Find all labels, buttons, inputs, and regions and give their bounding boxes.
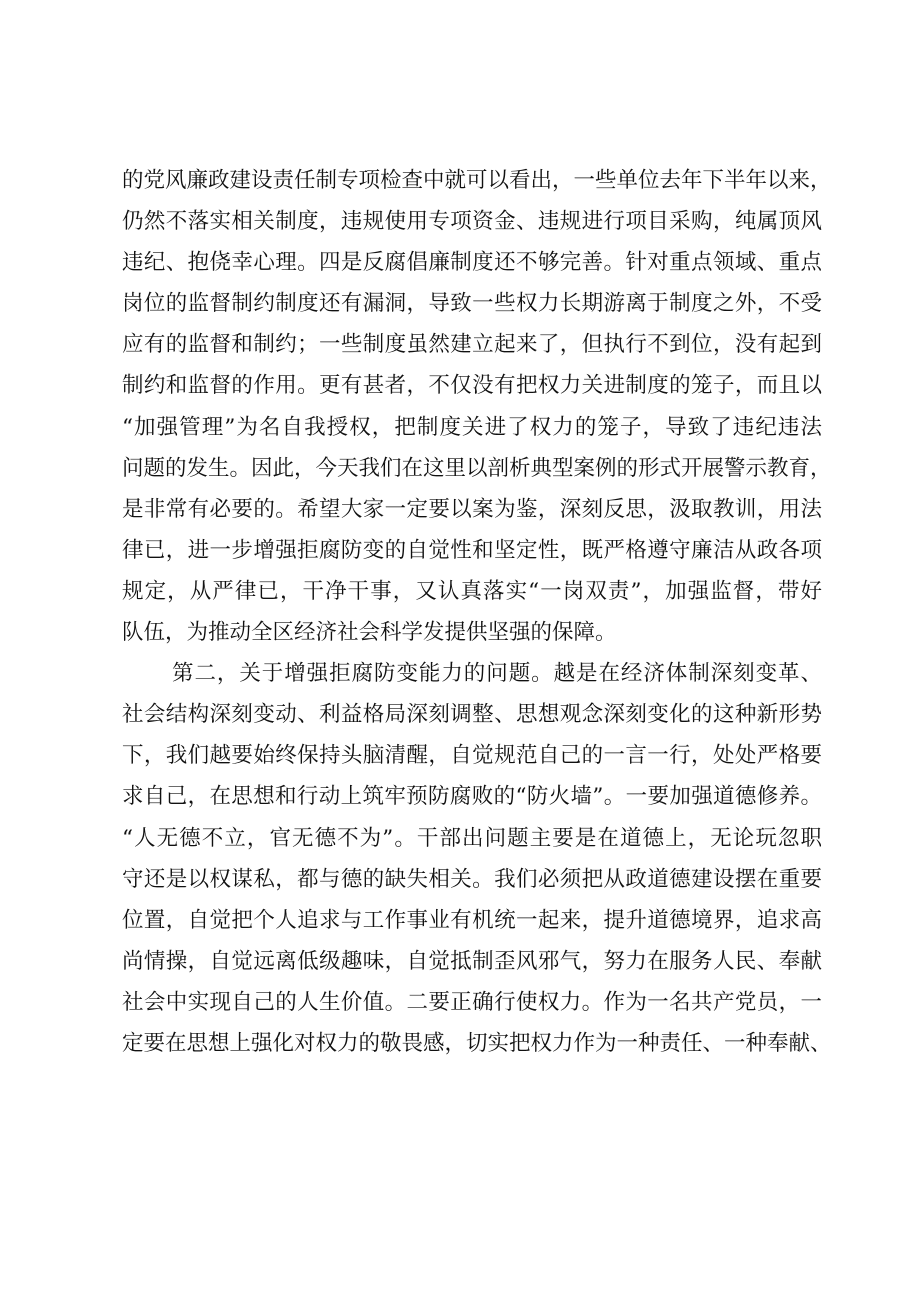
text-line: 下，我们越要始终保持头脑清醒，自觉规范自己的一言一行，处处严格要 (122, 743, 822, 769)
text-line: 仍然不落实相关制度，违规使用专项资金、违规进行项目采购，纯属顶风 (122, 209, 822, 235)
text-line: 应有的监督和制约；一些制度虽然建立起来了，但执行不到位，没有起到 (122, 332, 822, 358)
text-line: 社会中实现自己的人生价值。二要正确行使权力。作为一名共产党员，一 (122, 989, 822, 1015)
text-line: “加强管理”为名自我授权，把制度关进了权力的笼子，导致了违纪违法 (122, 414, 822, 440)
text-line: 违纪、抱侥幸心理。四是反腐倡廉制度还不够完善。针对重点领域、重点 (122, 250, 822, 276)
text-line: 位置，自觉把个人追求与工作事业有机统一起来，提升道德境界，追求高 (122, 907, 822, 933)
text-line: 队伍，为推动全区经济社会科学发提供坚强的保障。 (122, 620, 617, 646)
paragraph-start-line: 第二，关于增强拒腐防变能力的问题。越是在经济体制深刻变革、 (172, 661, 822, 687)
text-line: 社会结构深刻变动、利益格局深刻调整、思想观念深刻变化的这种新形势 (122, 702, 822, 728)
text-line: 尚情操，自觉远离低级趣味，自觉抵制歪风邪气，努力在服务人民、奉献 (122, 948, 822, 974)
text-line: 问题的发生。因此，今天我们在这里以剖析典型案例的形式开展警示教育， (122, 455, 832, 481)
text-line: 制约和监督的作用。更有甚者，不仅没有把权力关进制度的笼子，而且以 (122, 373, 822, 399)
text-line: 岗位的监督制约制度还有漏洞，导致一些权力长期游离于制度之外，不受 (122, 291, 822, 317)
text-line: “人无德不立，官无德不为”。干部出问题主要是在道德上，无论玩忽职 (122, 825, 822, 851)
text-line: 定要在思想上强化对权力的敬畏感，切实把权力作为一种责任、一种奉献、 (122, 1030, 832, 1056)
text-line: 求自己，在思想和行动上筑牢预防腐败的“防火墙”。一要加强道德修养。 (122, 784, 822, 810)
text-line: 守还是以权谋私，都与德的缺失相关。我们必须把从政道德建设摆在重要 (122, 866, 822, 892)
body-text (122, 160, 832, 1064)
text-line: 规定，从严律已，干净干事，又认真落实“一岗双责”，加强监督，带好 (122, 578, 822, 604)
text-line: 的党风廉政建设责任制专项检查中就可以看出，一些单位去年下半年以来， (122, 168, 832, 193)
text-line: 是非常有必要的。希望大家一定要以案为鉴，深刻反思，汲取教训，用法 (122, 496, 822, 522)
text-line: 律已，进一步增强拒腐防变的自觉性和坚定性，既严格遵守廉洁从政各项 (122, 537, 822, 563)
